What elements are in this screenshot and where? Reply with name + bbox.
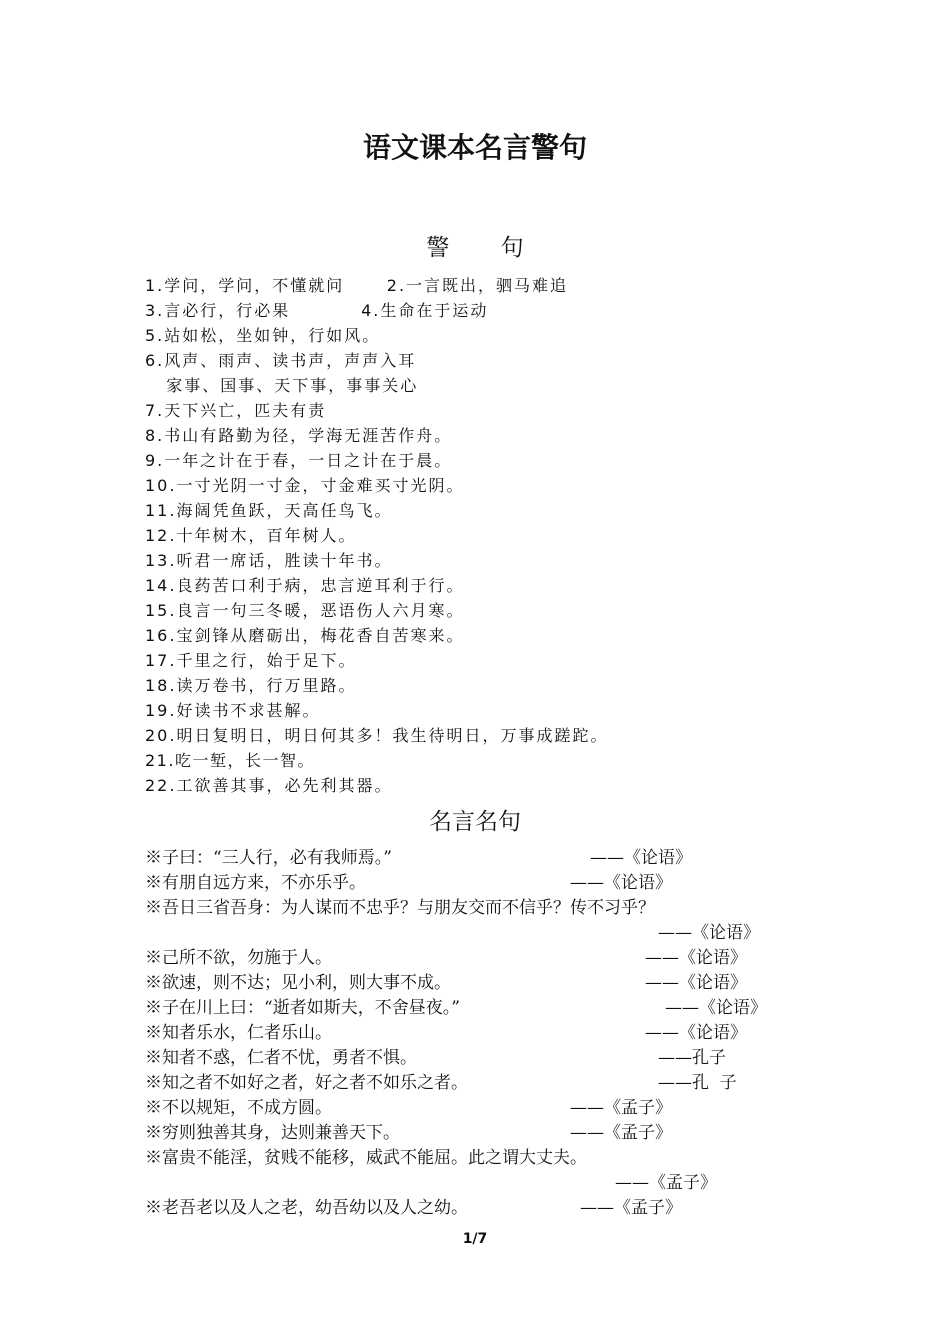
quote-item <box>145 1071 825 1096</box>
quote-source: ——《孟子》 <box>580 1198 682 1218</box>
quote-item <box>145 996 825 1021</box>
quote-source: ——孔子 <box>658 1048 726 1068</box>
quote-text: ※子在川上曰：“逝者如斯夫，不舍昼夜。” <box>145 998 460 1018</box>
jingju-line: 10.一寸光阴一寸金，寸金难买寸光阴。 <box>145 476 465 495</box>
quote-item <box>145 1046 825 1071</box>
mingyan-list <box>145 846 825 1221</box>
quote-item <box>145 1146 825 1196</box>
section-heading-mingyan: 名言名句 <box>429 809 521 835</box>
jingju-line: 18.读万卷书，行万里路。 <box>145 676 357 695</box>
section-heading-jingju: 警 句 <box>426 235 546 261</box>
jingju-line: 6.风声、雨声、读书声，声声入耳 <box>145 351 417 370</box>
jingju-line: 19.好读书不求甚解。 <box>145 701 321 720</box>
jingju-line: 7.天下兴亡，匹夫有责 <box>145 401 327 420</box>
jingju-line: 14.良药苦口利于病，忠言逆耳利于行。 <box>145 576 465 595</box>
jingju-list <box>145 273 865 823</box>
jingju-line: 15.良言一句三冬暖，恶语伤人六月寒。 <box>145 601 465 620</box>
quote-item <box>145 846 825 871</box>
quote-source: ——《论语》 <box>645 948 747 968</box>
quote-item <box>145 871 825 896</box>
jingju-line: 12.十年树木，百年树人。 <box>145 526 357 545</box>
quote-item <box>145 1096 825 1121</box>
jingju-line: 3.言必行，行必果 4.生命在于运动 <box>145 301 489 320</box>
quote-item <box>145 971 825 996</box>
quote-source: ——《孟子》 <box>570 1123 672 1143</box>
jingju-line: 20.明日复明日，明日何其多！我生待明日，万事成蹉跎。 <box>145 726 609 745</box>
jingju-line: 21.吃一堑，长一智。 <box>145 751 315 770</box>
quote-item <box>145 1021 825 1046</box>
jingju-line: 22.工欲善其事，必先利其器。 <box>145 776 393 795</box>
jingju-line: 5.站如松，坐如钟，行如风。 <box>145 326 381 345</box>
jingju-line: 9.一年之计在于春，一日之计在于晨。 <box>145 451 453 470</box>
jingju-line: 1.学问，学问，不懂就问 2.一言既出，驷马难追 <box>145 276 569 295</box>
jingju-line: 8.书山有路勤为径，学海无涯苦作舟。 <box>145 426 453 445</box>
quote-source: ——《论语》 <box>570 873 672 893</box>
jingju-line: 17.千里之行，始于足下。 <box>145 651 357 670</box>
quote-text: ※知之者不如好之者，好之者不如乐之者。 <box>145 1073 468 1093</box>
page-title: 语文课本名言警句 <box>362 131 587 164</box>
quote-source: ——《论语》 <box>590 848 692 868</box>
quote-item <box>145 1196 825 1221</box>
page-number: 1/7 <box>462 1231 488 1247</box>
quote-text: ※子曰：“三人行，必有我师焉。” <box>145 848 392 868</box>
quote-source: ——孔 子 <box>658 1073 737 1093</box>
quote-source: ——《孟子》 <box>570 1098 672 1118</box>
quote-text: ※吾日三省吾身：为人谋而不忠乎？与朋友交而不信乎？传不习乎？ <box>145 898 655 918</box>
quote-source: ——《论语》 <box>658 923 760 943</box>
quote-text: ※知者不惑，仁者不忧，勇者不惧。 <box>145 1048 417 1068</box>
quote-text: ※有朋自远方来，不亦乐乎。 <box>145 873 366 893</box>
quote-text: ※己所不欲，勿施于人。 <box>145 948 332 968</box>
quote-text: ※穷则独善其身，达则兼善天下。 <box>145 1123 400 1143</box>
quote-text: ※不以规矩，不成方圆。 <box>145 1098 332 1118</box>
quote-source: ——《论语》 <box>665 998 767 1018</box>
jingju-line: 11.海阔凭鱼跃，天高任鸟飞。 <box>145 501 393 520</box>
quote-text: ※知者乐水，仁者乐山。 <box>145 1023 332 1043</box>
quote-item <box>145 1121 825 1146</box>
jingju-line: 13.听君一席话，胜读十年书。 <box>145 551 393 570</box>
quote-text: ※老吾老以及人之老，幼吾幼以及人之幼。 <box>145 1198 468 1218</box>
quote-text: ※富贵不能淫，贫贱不能移，威武不能屈。此之谓大丈夫。 <box>145 1148 587 1168</box>
quote-source: ——《论语》 <box>645 973 747 993</box>
quote-source: ——《论语》 <box>645 1023 747 1043</box>
quote-item <box>145 946 825 971</box>
quote-source: ——《孟子》 <box>615 1173 717 1193</box>
quote-item <box>145 896 825 946</box>
jingju-line: 16.宝剑锋从磨砺出，梅花香自苦寒来。 <box>145 626 465 645</box>
quote-text: ※欲速，则不达；见小利，则大事不成。 <box>145 973 451 993</box>
jingju-line: 家事、国事、天下事，事事关心 <box>145 376 419 395</box>
